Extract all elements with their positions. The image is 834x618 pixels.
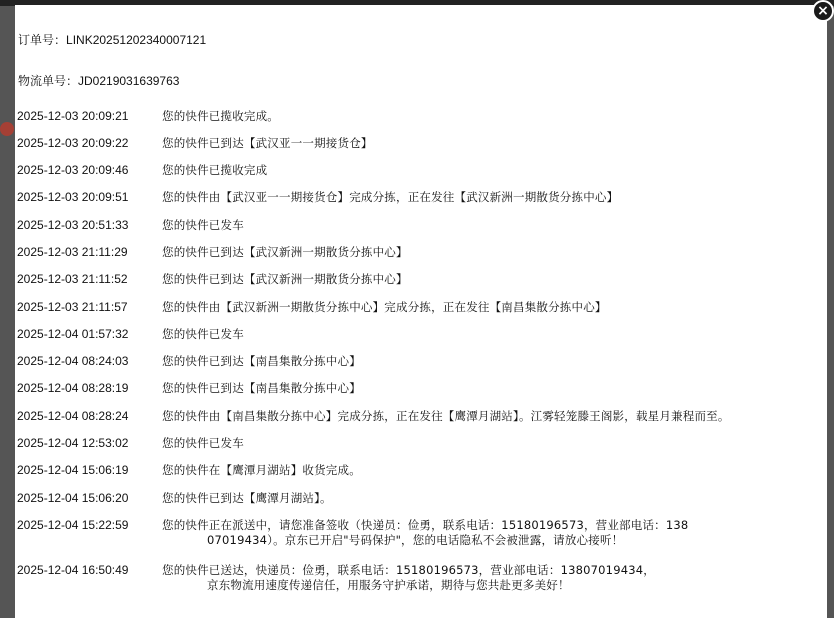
- close-icon: ×: [817, 3, 829, 19]
- event-description-text: 您的快件由【南昌集散分拣中心】完成分拣，正在发往【鹰潭月湖站】。江雾轻笼滕王阁影，载星月兼程而至。: [162, 409, 730, 423]
- event-description: [162, 381, 817, 396]
- event-time: 2025-12-04 12:53:02: [17, 436, 129, 450]
- event-time: 2025-12-04 15:06:20: [17, 491, 129, 505]
- event-time: 2025-12-03 20:51:33: [17, 218, 129, 232]
- event-description: [162, 190, 817, 205]
- tracking-event-list: [17, 109, 823, 593]
- event-description: [162, 518, 817, 548]
- event-time: 2025-12-03 21:11:57: [17, 300, 128, 314]
- tracking-event: [17, 245, 823, 260]
- event-description-text: 您的快件已到达【南昌集散分拣中心】: [162, 381, 361, 395]
- event-time: 2025-12-03 20:09:46: [17, 163, 129, 177]
- event-description-text: 您的快件已揽收完成。: [162, 109, 279, 123]
- tracking-event: [17, 491, 823, 506]
- tracking-event: [17, 272, 823, 287]
- tracking-event: [17, 327, 823, 342]
- event-time: 2025-12-04 16:50:49: [17, 563, 129, 577]
- tracking-event: [17, 436, 823, 451]
- event-description-text: 您的快件已到达【武汉亚一一期接货仓】: [162, 136, 373, 150]
- event-time: 2025-12-04 08:24:03: [17, 354, 129, 368]
- event-description: [162, 354, 817, 369]
- event-description-text: 您的快件已到达【武汉新洲一期散货分拣中心】: [162, 272, 408, 286]
- event-time: 2025-12-03 21:11:52: [17, 272, 128, 286]
- event-description: [162, 300, 817, 315]
- event-time: 2025-12-04 15:06:19: [17, 463, 129, 477]
- event-description: [162, 327, 817, 342]
- event-time: 2025-12-03 20:09:21: [17, 109, 129, 123]
- event-description: [162, 136, 817, 151]
- event-description: [162, 163, 817, 178]
- event-description: [162, 563, 817, 593]
- tracking-event: [17, 163, 823, 178]
- event-description-continued: 07019434）。京东已开启"号码保护"，您的电话隐私不会被泄露，请放心接听！: [207, 533, 624, 547]
- event-description: [162, 491, 817, 506]
- event-description: [162, 436, 817, 451]
- event-time: 2025-12-03 20:09:22: [17, 136, 129, 150]
- order-number-label: 订单号：: [18, 33, 67, 47]
- tracking-event: [17, 518, 823, 548]
- background-error-icon: [0, 122, 14, 136]
- event-description-text: 您的快件已发车: [162, 327, 244, 341]
- event-description-text: 您的快件已到达【鹰潭月湖站】。: [162, 491, 332, 505]
- order-number: [18, 31, 206, 48]
- event-description-text: 您的快件由【武汉亚一一期接货仓】完成分拣，正在发往【武汉新洲一期散货分拣中心】: [162, 190, 619, 204]
- event-time: 2025-12-03 20:09:51: [17, 190, 129, 204]
- event-description-text: 您的快件由【武汉新洲一期散货分拣中心】完成分拣，正在发往【南昌集散分拣中心】: [162, 300, 607, 314]
- tracking-event: [17, 109, 823, 124]
- event-description-text: 您的快件已送达，快递员：俭勇，联系电话：15180196573，营业部电话：13807019434，: [162, 563, 655, 577]
- logistics-number-value: JD0219031639763: [78, 74, 180, 88]
- event-description: [162, 218, 817, 233]
- logistics-number: [18, 72, 179, 89]
- event-description-text: 您的快件在【鹰潭月湖站】收货完成。: [162, 463, 361, 477]
- tracking-event: [17, 563, 823, 593]
- tracking-event: [17, 136, 823, 151]
- event-time: 2025-12-04 08:28:19: [17, 381, 129, 395]
- tracking-event: [17, 190, 823, 205]
- order-number-value: LINK20251202340007121: [66, 33, 207, 47]
- event-description: [162, 109, 817, 124]
- close-button[interactable]: [812, 0, 834, 22]
- event-description: [162, 272, 817, 287]
- event-description-text: 您的快件已发车: [162, 218, 244, 232]
- event-description-text: 您的快件已到达【武汉新洲一期散货分拣中心】: [162, 245, 408, 259]
- event-description: [162, 409, 817, 424]
- tracking-event: [17, 463, 823, 478]
- tracking-event: [17, 381, 823, 396]
- event-description-text: 您的快件正在派送中，请您准备签收（快递员：俭勇，联系电话：15180196573，营业部电话：138: [162, 518, 689, 532]
- event-time: 2025-12-04 15:22:59: [17, 518, 129, 532]
- event-description-text: 您的快件已揽收完成: [162, 163, 268, 177]
- event-description: [162, 463, 817, 478]
- event-description: [162, 245, 817, 260]
- tracking-event: [17, 409, 823, 424]
- tracking-event: [17, 218, 823, 233]
- event-description-text: 您的快件已到达【南昌集散分拣中心】: [162, 354, 361, 368]
- event-time: 2025-12-03 21:11:29: [17, 245, 128, 259]
- event-time: 2025-12-04 08:28:24: [17, 409, 129, 423]
- tracking-event: [17, 354, 823, 369]
- logistics-tracking-dialog: [15, 5, 827, 618]
- tracking-event: [17, 300, 823, 315]
- event-description-text: 您的快件已发车: [162, 436, 244, 450]
- logistics-number-label: 物流单号：: [18, 74, 79, 88]
- event-time: 2025-12-04 01:57:32: [17, 327, 129, 341]
- event-description-continued: 京东物流用速度传递信任，用服务守护承诺，期待与您共赴更多美好！: [207, 578, 570, 592]
